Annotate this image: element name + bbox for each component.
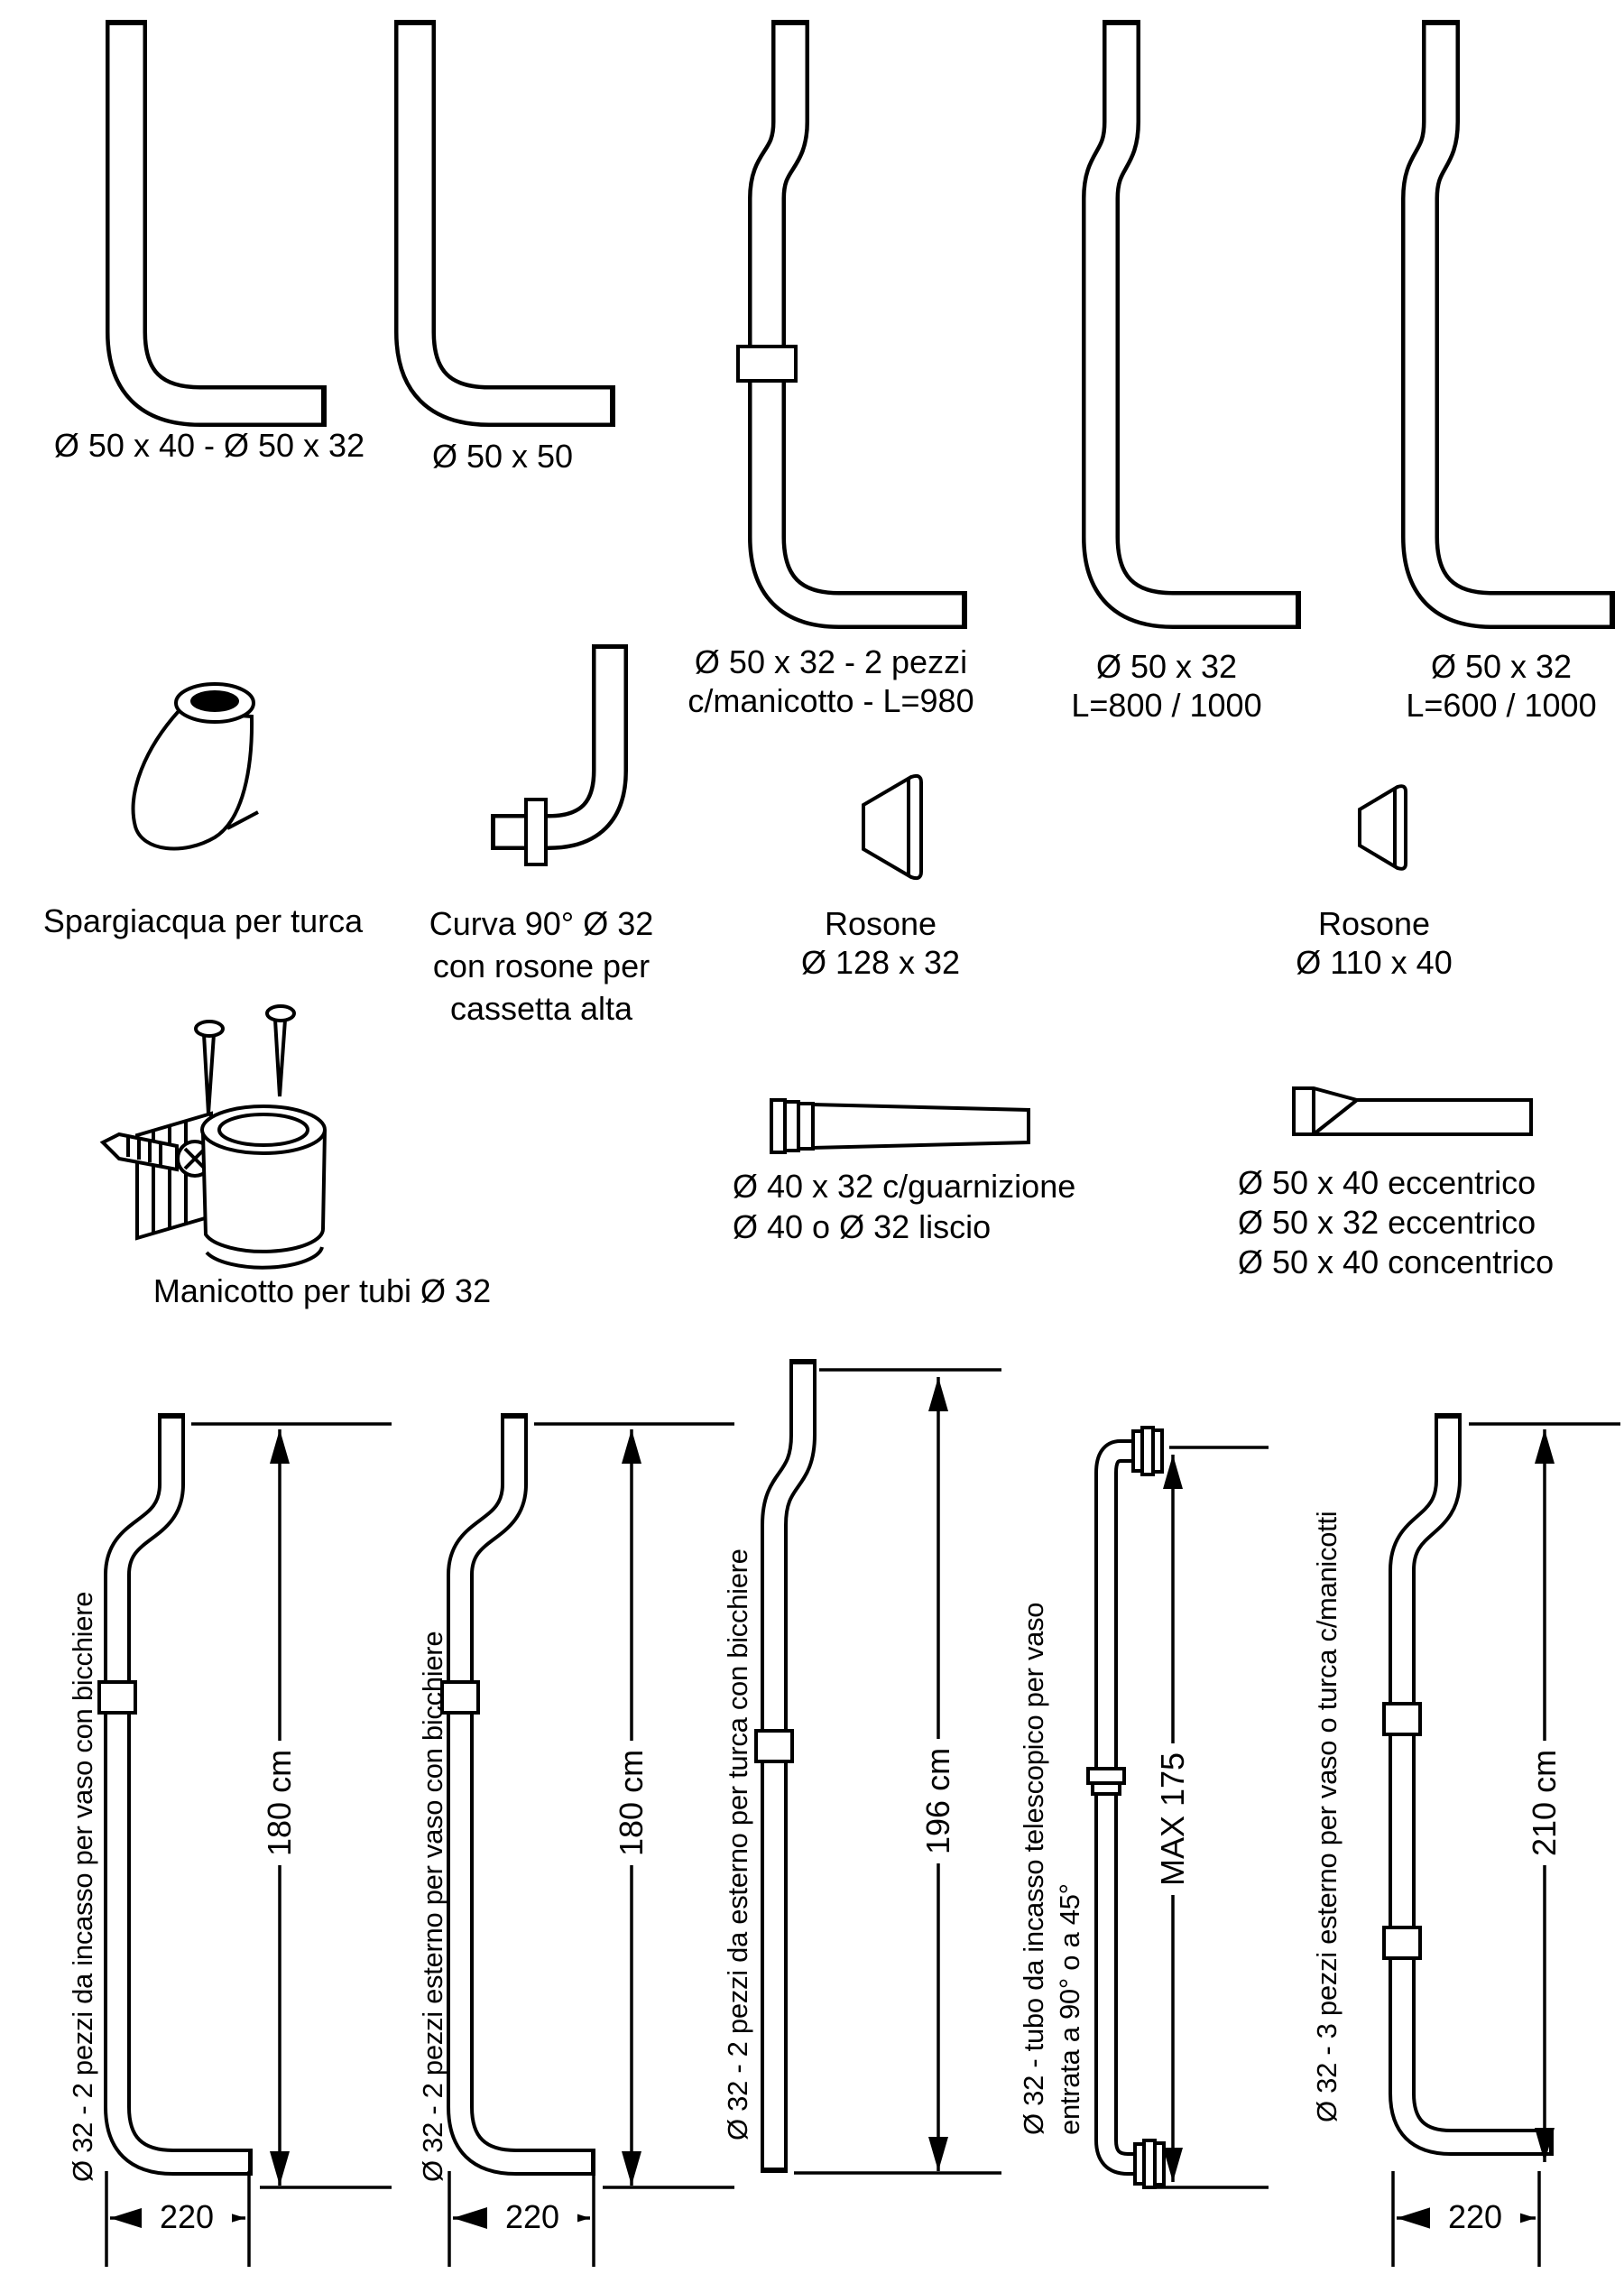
riduzione-drawing: [1294, 1088, 1531, 1134]
rosone-128-drawing: [863, 776, 921, 878]
pipe-incasso-vaso-drawing: [99, 1413, 253, 2162]
label-rosone128-line1: Rosone: [824, 905, 937, 942]
label-curva-line3: cassetta alta: [449, 990, 633, 1027]
coupling-ring: [1384, 1704, 1420, 1734]
flush-pipe-600-drawing: [1420, 20, 1615, 610]
label-guarnizione-line1: Ø 40 x 32 c/guarnizione: [733, 1168, 1076, 1205]
label-pipe600-line2: L=600 / 1000: [1406, 687, 1597, 724]
label-rosone110-line2: Ø 110 x 40: [1296, 944, 1453, 981]
dim-width-pipe1: 220: [142, 2199, 232, 2235]
label-pipe4-name-line1: Ø 32 - tubo da incasso telescopico per vaso: [1018, 1602, 1049, 2135]
label-pipe800-line2: L=800 / 1000: [1071, 687, 1262, 724]
pipe-turca-drawing: [756, 1359, 803, 2173]
label-pipe600-line1: Ø 50 x 32: [1430, 648, 1573, 685]
dim-width-pipe5: 220: [1430, 2199, 1520, 2235]
rosone-110-drawing: [1360, 786, 1406, 869]
label-pipe4-name-line2: entrata a 90° o a 45°: [1054, 1883, 1085, 2135]
label-elbow-50x50: Ø 50 x 50: [431, 438, 574, 475]
label-spargiacqua: Spargiacqua per turca: [42, 902, 364, 939]
coupling-ring: [99, 1682, 135, 1713]
dimension-height-pipe3: [794, 1370, 1001, 2173]
label-pipe3-name: Ø 32 - 2 pezzi da esterno per turca con bicchiere: [722, 1548, 753, 2140]
spargiacqua-drawing: [134, 684, 258, 849]
flush-pipe-800-drawing: [1101, 20, 1301, 610]
label-riduzione-line1: Ø 50 x 40 eccentrico: [1238, 1164, 1536, 1201]
manicotto-drawing: [103, 1006, 325, 1268]
elbow-pipe-50x40-drawing: [126, 20, 327, 406]
label-riduzione-line2: Ø 50 x 32 eccentrico: [1238, 1204, 1536, 1241]
label-rosone110-line1: Rosone: [1317, 905, 1431, 942]
label-manicotto: Manicotto per tubi Ø 32: [152, 1272, 492, 1309]
flush-pipe-980-drawing: [738, 20, 967, 610]
label-pipe1-name: Ø 32 - 2 pezzi da incasso per vaso con bicchiere: [67, 1591, 98, 2182]
dim-height-pipe2: 180 cm: [611, 1741, 652, 1865]
dim-height-pipe4: MAX 175: [1152, 1743, 1194, 1895]
label-curva-line2: con rosone per: [432, 948, 651, 984]
curva-90-drawing: [491, 644, 610, 864]
coupling-ring: [756, 1731, 792, 1761]
coupling-ring: [1384, 1927, 1420, 1958]
pipe-esterno-vaso-drawing: [442, 1413, 595, 2162]
label-rosone128-line2: Ø 128 x 32: [800, 944, 961, 981]
coupling-ring: [738, 347, 796, 381]
label-pipe800-line1: Ø 50 x 32: [1095, 648, 1238, 685]
dim-width-pipe2: 220: [487, 2199, 577, 2235]
label-guarnizione-line2: Ø 40 o Ø 32 liscio: [733, 1208, 992, 1245]
guarnizione-drawing: [771, 1100, 1029, 1152]
telescopic-joint: [1088, 1769, 1124, 1783]
dim-height-pipe5: 210 cm: [1524, 1741, 1565, 1865]
spout-hole: [190, 690, 239, 712]
dim-height-pipe3: 196 cm: [918, 1739, 959, 1863]
label-riduzione-line3: Ø 50 x 40 concentrico: [1238, 1243, 1555, 1280]
label-pipe980-line2: c/manicotto - L=980: [687, 682, 974, 719]
elbow-pipe-50x50-drawing: [415, 20, 615, 406]
dim-height-pipe1: 180 cm: [259, 1741, 300, 1865]
label-elbow-50x40: Ø 50 x 40 - Ø 50 x 32: [53, 427, 365, 464]
label-curva-line1: Curva 90° Ø 32: [429, 905, 654, 942]
rosone-flange: [526, 800, 546, 864]
label-pipe2-name: Ø 32 - 2 pezzi esterno per vaso con bicchiere: [417, 1631, 448, 2182]
nail: [275, 1020, 285, 1096]
label-pipe980-line1: Ø 50 x 32 - 2 pezzi: [694, 643, 968, 680]
label-pipe5-name: Ø 32 - 3 pezzi esterno per vaso o turca c/manicotti: [1311, 1511, 1343, 2122]
nail: [204, 1034, 214, 1114]
